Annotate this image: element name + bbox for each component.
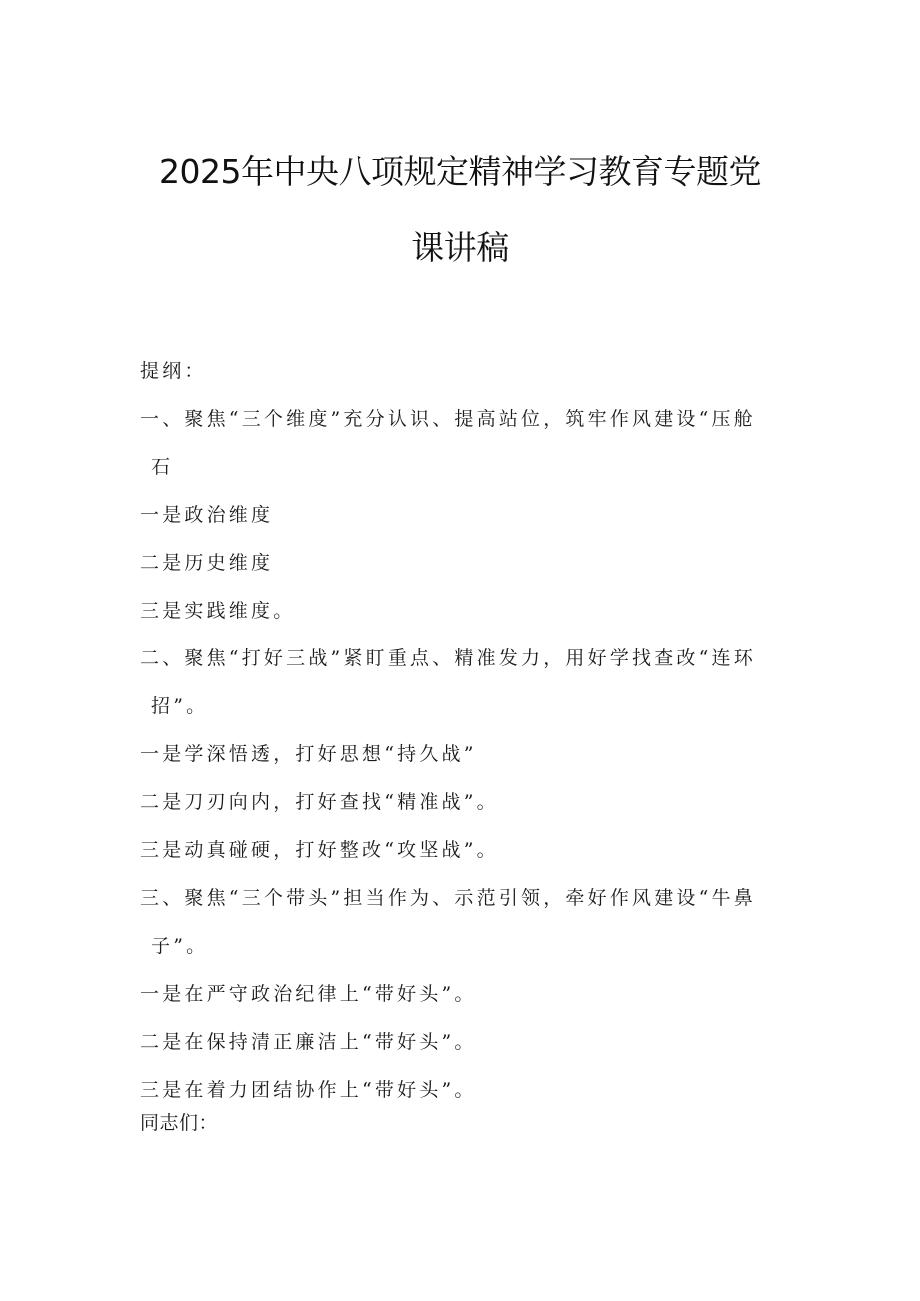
outline-item: 一是学深悟透，打好思想“持久战” [140, 743, 477, 765]
document-title-line-1: 2025年中央八项规定精神学习教育专题党 [159, 152, 761, 191]
outline-section-2-heading: 二、聚焦“打好三战”紧盯重点、精准发力，用好学找查改“连环 [140, 647, 756, 669]
outline-item: 三是动真碰硬，打好整改“攻坚战”。 [140, 839, 499, 861]
outline-section-2-heading-continued: 招”。 [151, 695, 209, 717]
outline-item: 一是政治维度 [140, 504, 274, 526]
outline-label: 提纲： [140, 360, 207, 382]
document-title-line-2: 课讲稿 [411, 228, 509, 267]
outline-item: 二是历史维度 [140, 552, 274, 574]
outline-item: 一是在严守政治纪律上“带好头”。 [140, 983, 477, 1005]
outline-item: 三是实践维度。 [140, 600, 296, 622]
outline-section-3-heading: 三、聚焦“三个带头”担当作为、示范引领，牵好作风建设“牛鼻 [140, 887, 756, 909]
outline-item: 二是在保持清正廉洁上“带好头”。 [140, 1031, 477, 1053]
greeting: 同志们： [140, 1112, 219, 1134]
outline-item: 二是刀刃向内，打好查找“精准战”。 [140, 791, 499, 813]
outline-section-1-heading-continued: 石 [151, 456, 174, 478]
outline-section-3-heading-continued: 子”。 [151, 935, 209, 957]
outline-section-1-heading: 一、聚焦“三个维度”充分认识、提高站位，筑牢作风建设“压舱 [140, 408, 756, 430]
outline-item: 三是在着力团结协作上“带好头”。 [140, 1079, 477, 1101]
